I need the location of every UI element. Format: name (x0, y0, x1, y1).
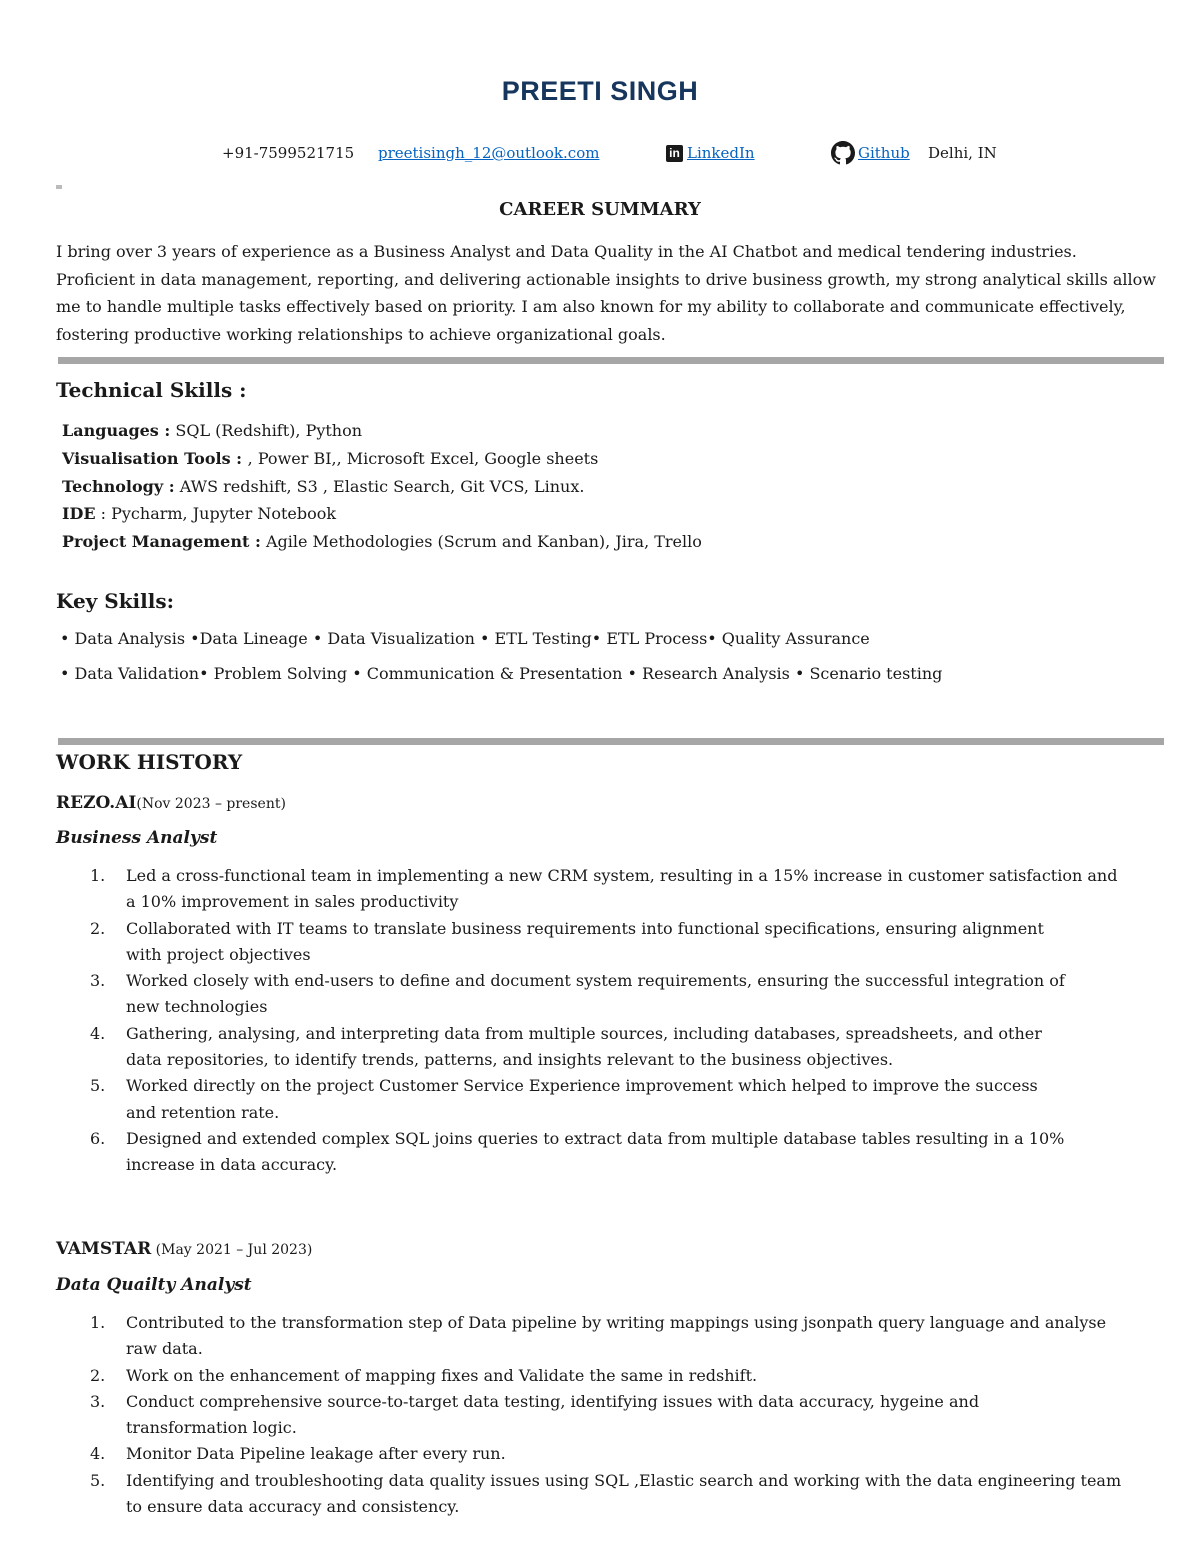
list-item (56, 1310, 1146, 1363)
skill-row-technology (62, 477, 584, 496)
employment-dates: (Nov 2023 – present) (136, 796, 286, 812)
item-text: a 10% improvement in sales productivity (126, 892, 459, 912)
item-text: increase in data accuracy. (126, 1155, 338, 1175)
job-role: Business Analyst (56, 828, 218, 848)
item-text: with project objectives (126, 944, 311, 964)
item-number: 4. (90, 1023, 106, 1043)
linkedin-link[interactable]: LinkedIn (687, 144, 755, 162)
item-text: and retention rate. (126, 1102, 280, 1122)
item-number: 2. (90, 1365, 106, 1385)
list-item (56, 863, 1146, 916)
skill-row-visualisation (62, 449, 598, 468)
skill-value: AWS redshift, S3 , Elastic Search, Git VCS, Linux. (174, 477, 585, 496)
duties-list (56, 863, 1146, 1179)
list-item (56, 1363, 1146, 1389)
item-text: Monitor Data Pipeline leakage after every run. (126, 1444, 506, 1464)
skill-value: SQL (Redshift), Python (170, 421, 363, 440)
list-item (56, 1126, 1146, 1179)
item-text: Designed and extended complex SQL joins queries to extract data from multiple database tables resulting in a 10% (126, 1128, 1065, 1148)
technical-skills-heading: Technical Skills : (56, 378, 247, 402)
skill-value: Agile Methodologies (Scrum and Kanban), Jira, Trello (260, 532, 702, 551)
item-text: Contributed to the transformation step of Data pipeline by writing mappings using jsonpath query language and analyse (126, 1313, 1107, 1332)
company-title: REZO.AI (56, 793, 137, 813)
job-role: Data Quailty Analyst (56, 1275, 252, 1295)
company-name (56, 793, 286, 813)
work-history-heading: WORK HISTORY (56, 750, 243, 774)
key-skills-line-2: • Data Validation• Problem Solving • Communication & Presentation • Research Analysis • Scenario testing (60, 664, 943, 683)
skill-row-ide (62, 504, 336, 523)
company-name (56, 1239, 312, 1259)
skill-value: , Power BI,, Microsoft Excel, Google sheets (247, 449, 599, 468)
key-skills-line-1: • Data Analysis •Data Lineage • Data Visualization • ETL Testing• ETL Process• Quality Assurance (60, 629, 870, 648)
skill-label: Visualisation Tools : (62, 449, 248, 468)
section-divider (58, 357, 1164, 364)
github-link[interactable]: Github (858, 144, 910, 162)
item-number: 3. (90, 1391, 106, 1411)
duties-list (56, 1310, 1146, 1520)
item-text: raw data. (126, 1339, 203, 1359)
item-number: 5. (90, 1076, 106, 1096)
item-number: 1. (90, 1313, 106, 1332)
list-item (56, 1021, 1146, 1074)
skill-label: Project Management : (62, 532, 261, 551)
section-divider (58, 738, 1164, 745)
skill-row-languages (62, 421, 362, 440)
list-item (56, 1441, 1146, 1467)
item-number: 5. (90, 1470, 106, 1490)
item-number: 2. (90, 918, 106, 938)
item-text: to ensure data accuracy and consistency. (126, 1497, 460, 1517)
list-item (56, 968, 1146, 1021)
list-item (56, 1073, 1146, 1126)
candidate-name: PREETI SINGH (501, 76, 699, 106)
item-number: 1. (90, 866, 106, 885)
skill-value: : Pycharm, Jupyter Notebook (95, 504, 337, 523)
skill-row-project-management (62, 532, 702, 551)
list-item (56, 1389, 1146, 1442)
decorative-mark (56, 185, 62, 189)
item-number: 6. (90, 1128, 106, 1148)
item-text: Worked closely with end-users to define and document system requirements, ensuring the successful integration of (126, 971, 1065, 991)
item-text: Gathering, analysing, and interpreting data from multiple sources, including databases, spreadsheets, and other (126, 1023, 1042, 1043)
item-text: new technologies (126, 997, 268, 1017)
item-text: Led a cross-functional team in implementing a new CRM system, resulting in a 15% increase in customer satisfaction and (126, 866, 1118, 885)
contact-line (0, 144, 1200, 168)
item-number: 4. (90, 1444, 106, 1464)
skill-label: Languages : (62, 421, 171, 440)
skill-label: IDE (62, 504, 96, 523)
company-title: VAMSTAR (56, 1239, 152, 1259)
item-number: 3. (90, 971, 106, 991)
location: Delhi, IN (928, 144, 997, 162)
email-link[interactable]: preetisingh_12@outlook.com (378, 144, 600, 162)
item-text: Work on the enhancement of mapping fixes and Validate the same in redshift. (126, 1365, 758, 1385)
linkedin-icon: in (666, 145, 683, 162)
skill-label: Technology : (62, 477, 175, 496)
item-text: data repositories, to identify trends, patterns, and insights relevant to the business objectives. (126, 1050, 894, 1070)
item-text: Conduct comprehensive source-to-target data testing, identifying issues with data accuracy, hygeine and (126, 1391, 980, 1411)
phone-number: +91-7599521715 (222, 144, 355, 162)
item-text: Worked directly on the project Customer Service Experience improvement which helped to improve the success (126, 1076, 1038, 1096)
key-skills-heading: Key Skills: (56, 589, 174, 613)
item-text: transformation logic. (126, 1418, 297, 1438)
github-icon (831, 141, 855, 165)
employment-dates: (May 2021 – Jul 2023) (151, 1242, 313, 1258)
list-item (56, 916, 1146, 969)
item-text: Identifying and troubleshooting data quality issues using SQL ,Elastic search and working with the data engineering team (126, 1470, 1122, 1490)
career-summary-heading: CAREER SUMMARY (499, 199, 701, 220)
list-item (56, 1468, 1146, 1521)
career-summary-text: I bring over 3 years of experience as a Business Analyst and Data Quality in the AI Chatbot and medical tendering industries. Proficient in data management, reporting, and delivering actionable insights to drive business growth, my strong analytical skills allow me to handle multiple tasks effectively based on priority. I am also known for my ability to collaborate and communicate effectively, fostering productive working relationships to achieve organizational goals. (56, 242, 1156, 344)
item-text: Collaborated with IT teams to translate business requirements into functional specifications, ensuring alignment (126, 918, 1044, 938)
